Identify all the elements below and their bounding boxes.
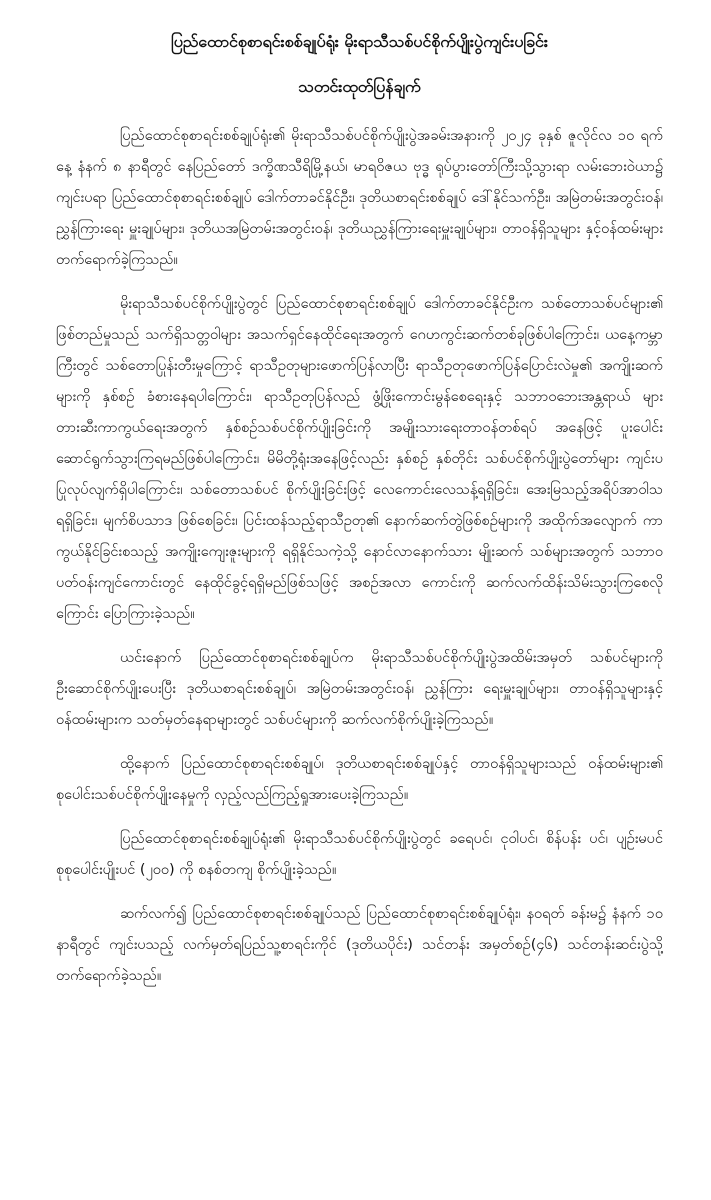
paragraph: ပြည်ထောင်စုစာရင်းစစ်ချုပ်ရုံး၏ မိုးရာသီသစ်ပင်စိုက်ပျိုးပွဲတွင် ခရေပင်၊ ငုဝါပင်၊ စိန်ပန်း ပင်၊ ပျဉ်းမပင် စုစုပေါင်းပျိုးပင် (၂၀၀) ကို စနစ်တကျ စိုက်ပျိုးခဲ့သည်။ [56,831,663,878]
document-title: ပြည်ထောင်စုစာရင်းစစ်ချုပ်ရုံး မိုးရာသီသစ်ပင်စိုက်ပျိုးပွဲကျင်းပခြင်း [171,32,548,51]
paragraph: ယင်းနောက် ပြည်ထောင်စုစာရင်းစစ်ချုပ်က မိုးရာသီသစ်ပင်စိုက်ပျိုးပွဲအထိမ်းအမှတ် သစ်ပင်များကို ဦးဆောင်စိုက်ပျိုးပေးပြီး ဒုတိယစာရင်းစစ်ချုပ်၊ အမြဲတမ်းအတွင်းဝန်၊ ညွှန်ကြား ရေးမှူးချုပ်များ၊ တာဝန်ရှိသူများနှင့် ဝန်ထမ်းများက သတ်မှတ်နေရာများတွင် သစ်ပင်များကို ဆက်လက်စိုက်ပျိုးခဲ့ကြသည်။ [56,650,663,728]
paragraph: ထို့နောက် ပြည်ထောင်စုစာရင်းစစ်ချုပ်၊ ဒုတိယစာရင်းစစ်ချုပ်နှင့် တာဝန်ရှိသူများသည် ဝန်ထမ်းများ၏ စုပေါင်းသစ်ပင်စိုက်ပျိုးနေမှုကို လှည့်လည်ကြည့်ရှုအားပေးခဲ့ကြသည်။ [56,756,663,803]
paragraph: မိုးရာသီသစ်ပင်စိုက်ပျိုးပွဲတွင် ပြည်ထောင်စုစာရင်းစစ်ချုပ် ဒေါက်တာခင်နိုင်ဦးက သစ်တောသစ်ပင်များ၏ ဖြစ်တည်မှုသည် သက်ရှိသတ္တဝါများ အသက်ရှင်နေထိုင်ရေးအတွက် ဂေဟကွင်းဆက်တစ်ခုဖြစ်ပါကြောင်း၊ ယနေ့ကမ္ဘာကြီးတွင် သစ်တောပြုန်းတီးမှုကြောင့် ရာသီဥတုများဖောက်ပြန်လာပြီး ရာသီဥတုဖောက်ပြန်ပြောင်းလဲမှု၏ အကျိုးဆက်များကို နှစ်စဉ် ခံစားနေရပါကြောင်း၊ ရာသီဥတုပြန်လည် ဖွံ့ဖြိုးကောင်းမွန်စေရေးနှင့် သဘာဝဘေးအန္တရာယ် များ တားဆီးကာကွယ်ရေးအတွက် နှစ်စဉ်သစ်ပင်စိုက်ပျိုးခြင်းကို အမျိုးသားရေးတာဝန်တစ်ရပ် အနေဖြင့် ပူးပေါင်းဆောင်ရွက်သွားကြရမည်ဖြစ်ပါကြောင်း၊ မိမိတို့ရုံးအနေဖြင့်လည်း နှစ်စဉ် နှစ်တိုင်း သစ်ပင်စိုက်ပျိုးပွဲတော်များ ကျင်းပပြုလုပ်လျက်ရှိပါကြောင်း၊ သစ်တောသစ်ပင် စိုက်ပျိုးခြင်းဖြင့် လေကောင်းလေသန့်ရရှိခြင်း၊ အေးမြသည့်အရိပ်အာဝါသရရှိခြင်း၊ မျက်စိပသာဒ ဖြစ်စေခြင်း၊ ပြင်းထန်သည့်ရာသီဥတု၏ နောက်ဆက်တွဲဖြစ်စဉ်များကို အထိုက်အလျောက် ကာကွယ်နိုင်ခြင်းစသည့် အကျိုးကျေးဇူးများကို ရရှိနိုင်သကဲ့သို့ နောင်လာနောက်သား မျိုးဆက် သစ်များအတွက် သဘာဝပတ်ဝန်းကျင်ကောင်းတွင် နေထိုင်ခွင့်ရရှိမည်ဖြစ်သဖြင့် အစဉ်အလာ ကောင်းကို ဆက်လက်ထိန်းသိမ်းသွားကြစေလိုကြောင်း ပြောကြားခဲ့သည်။ [56,296,663,622]
paragraph: ဆက်လက်၍ ပြည်ထောင်စုစာရင်းစစ်ချုပ်သည် ပြည်ထောင်စုစာရင်းစစ်ချုပ်ရုံး၊ နဝရတ် ခန်းမ၌ နံနက် ၁၀ နာရီတွင် ကျင်းပသည့် လက်မှတ်ရပြည်သူ့စာရင်းကိုင် (ဒုတိယပိုင်း) သင်တန်း အမှတ်စဉ်(၄၆) သင်တန်းဆင်းပွဲသို့ တက်ရောက်ခဲ့သည်။ [56,906,663,984]
document-subtitle: သတင်းထုတ်ပြန်ချက် [298,77,421,96]
paragraph: ပြည်ထောင်စုစာရင်းစစ်ချုပ်ရုံး၏ မိုးရာသီသစ်ပင်စိုက်ပျိုးပွဲအခမ်းအနားကို ၂၀၂၄ ခုနှစ် ဇူလိုင်လ ၁၀ ရက်နေ့ နံနက် ၈ နာရီတွင် နေပြည်တော် ဒက္ခိဏသီရိမြို့နယ်၊ မာရဝိဇယ ဗုဒ္ဓ ရုပ်ပွားတော်ကြီးသို့သွားရာ လမ်းဘေးဝဲယာ၌ ကျင်းပရာ ပြည်ထောင်စုစာရင်းစစ်ချုပ် ဒေါက်တာခင်နိုင်ဦး၊ ဒုတိယစာရင်းစစ်ချုပ် ဒေါ်နိုင်သက်ဦး၊ အမြဲတမ်းအတွင်းဝန်၊ ညွှန်ကြားရေး မှူးချုပ်များ၊ ဒုတိယအမြဲတမ်းအတွင်းဝန်၊ ဒုတိယညွှန်ကြားရေးမှူးချုပ်များ၊ တာဝန်ရှိသူများ နှင့်ဝန်ထမ်းများ တက်ရောက်ခဲ့ကြသည်။ [56,128,663,268]
